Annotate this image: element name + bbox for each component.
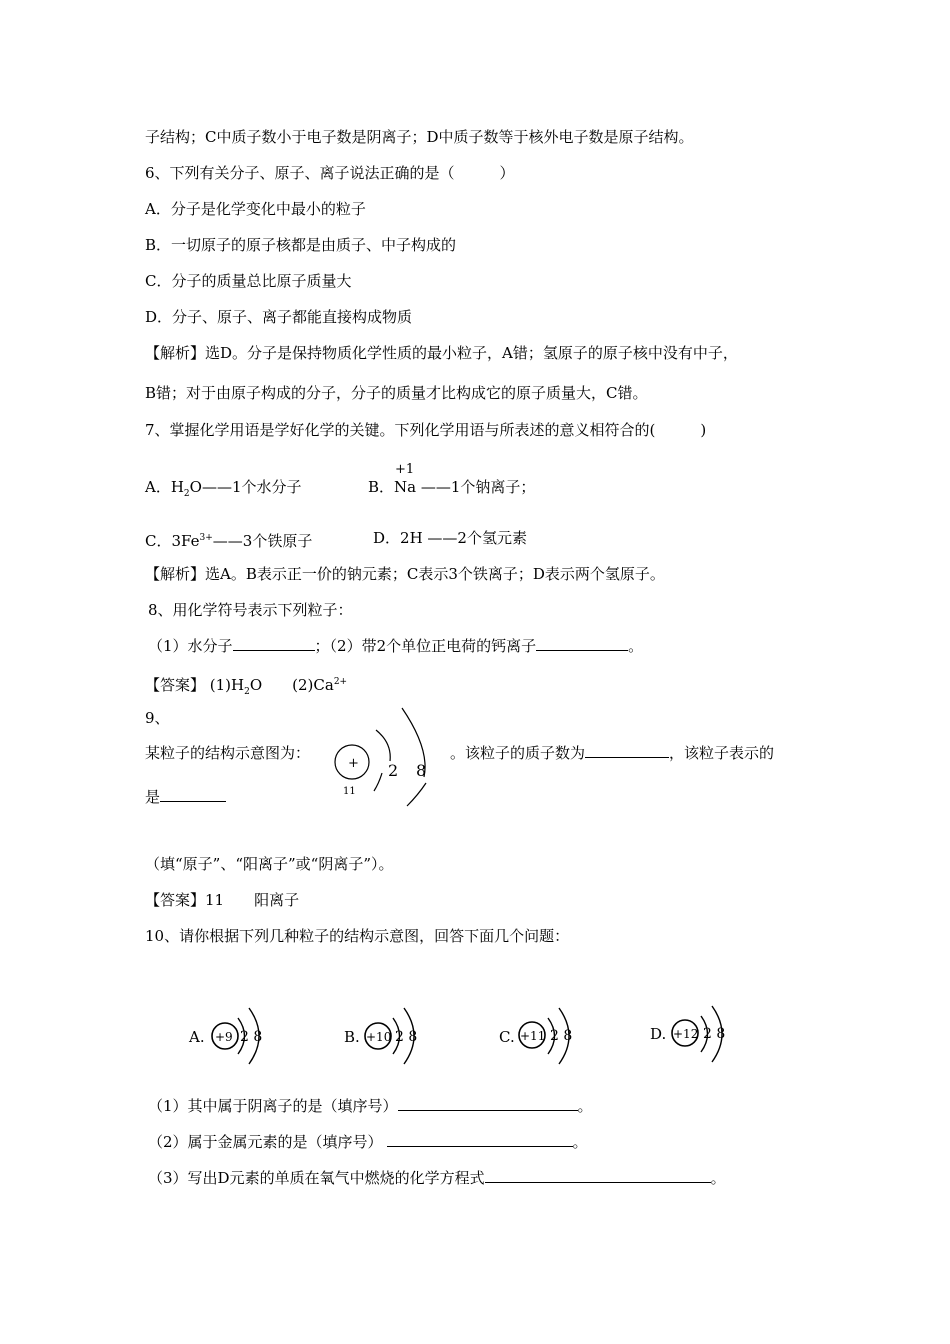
question-10-part1 — [148, 1096, 593, 1116]
period: 。 — [572, 1133, 588, 1151]
option-b: B．一切原子的原子核都是由质子、中子构成的 — [145, 236, 457, 254]
question-10-part2 — [148, 1132, 588, 1152]
q10-text: （2）属于金属元素的是（填序号） — [148, 1133, 383, 1151]
option-d: D．分子、原子、离子都能直接构成物质 — [145, 308, 413, 326]
explanation: 【解析】选A。B表示正一价的钠元素；C表示3个铁离子；D表示两个氢原子。 — [145, 565, 665, 583]
question-9-hint: （填“原子”、“阳离子”或“阴离子”）。 — [145, 855, 394, 873]
shell-electrons: 2 8 — [703, 1026, 726, 1042]
option-a: A．分子是化学变化中最小的粒子 — [145, 200, 366, 218]
ion-structure-diagram-c — [495, 990, 595, 1080]
q9-text: 。该粒子的质子数为 — [450, 744, 586, 762]
answer-text: 【答案】 (1)H — [145, 676, 245, 694]
question-9-text — [145, 787, 226, 807]
question-9-text: 某粒子的结构示意图为： — [145, 744, 311, 762]
q10-text: （1）其中属于阴离子的是（填序号） — [148, 1097, 398, 1115]
question-8: 8、用化学符号表示下列粒子： — [148, 601, 353, 619]
subscript: 2 — [183, 489, 190, 499]
option-label: C. — [499, 1028, 515, 1046]
period: 。 — [628, 637, 644, 655]
option-a — [145, 477, 302, 504]
option-b — [368, 477, 535, 497]
answer: 【答案】11 阳离子 — [145, 891, 300, 909]
option-c — [145, 528, 312, 551]
nucleus-charge: +10 — [366, 1030, 392, 1044]
shell-electrons: 2 8 — [240, 1029, 263, 1045]
nucleus-charge: +12 — [673, 1027, 699, 1041]
element-symbol: Na — [394, 478, 417, 496]
option-text: ——1个钠离子； — [416, 478, 536, 496]
option-c: C．分子的质量总比原子质量大 — [145, 272, 352, 290]
superscript: 3+ — [199, 533, 213, 543]
option-label: B. — [344, 1028, 360, 1046]
period: 。 — [577, 1097, 593, 1115]
answer-blank[interactable] — [536, 636, 628, 651]
option-d: D．2H ——2个氢元素 — [373, 529, 527, 547]
shell-electrons: 2 8 — [550, 1028, 573, 1044]
q10-text: （3）写出D元素的单质在氧气中燃烧的化学方程式 — [148, 1169, 485, 1187]
proton-number: 11 — [343, 786, 356, 797]
charge-label: +1 — [395, 462, 415, 477]
text-line: 子结构；C中质子数小于电子数是阴离子；D中质子数等于核外电子数是原子结构。 — [145, 128, 694, 146]
answer-blank[interactable] — [485, 1168, 711, 1183]
q9-text: ，该粒子表示的 — [669, 744, 775, 762]
answer-blank[interactable] — [585, 743, 669, 758]
shell-electrons: 8 — [416, 761, 427, 780]
ion-structure-diagram-b — [340, 990, 440, 1080]
question-9-text — [450, 743, 774, 763]
answer-blank[interactable] — [233, 636, 315, 651]
option-text: O——1个水分子 — [189, 478, 302, 496]
answer-blank[interactable] — [387, 1132, 573, 1147]
q8-blanks — [148, 636, 643, 656]
explanation: B错；对于由原子构成的分子，分子的质量才比构成它的原子质量大，C错。 — [145, 384, 648, 402]
answer-blank[interactable] — [160, 787, 226, 802]
answer-blank[interactable] — [398, 1096, 578, 1111]
shell-electrons: 2 — [388, 761, 399, 780]
nucleus-charge: +11 — [520, 1029, 546, 1043]
option-label: A. — [189, 1028, 205, 1046]
option-label: D. — [650, 1025, 667, 1043]
shell-electrons: 2 8 — [395, 1029, 418, 1045]
subscript: 2 — [244, 687, 250, 697]
option-text: B． — [368, 478, 395, 496]
q8-part2: ；（2）带2个单位正电荷的钙离子 — [314, 637, 537, 655]
ion-structure-diagram-d — [648, 988, 748, 1078]
nucleus-charge: +9 — [215, 1030, 233, 1044]
option-text: C．3Fe — [145, 532, 200, 550]
answer — [145, 672, 347, 702]
nucleus-sign: + — [348, 756, 359, 771]
question-9: 9、 — [145, 709, 170, 727]
q9-text: 是 — [145, 788, 161, 806]
question-7: 7、掌握化学用语是学好化学的关键。下列化学用语与所表述的意义相符合的( ) — [145, 421, 707, 439]
period: 。 — [710, 1169, 726, 1187]
superscript: 2+ — [333, 677, 348, 687]
option-text: ——3个铁原子 — [212, 532, 313, 550]
answer-text: O (2)Ca — [249, 676, 334, 694]
ion-structure-diagram-a — [185, 990, 285, 1080]
q8-part1: （1）水分子 — [148, 637, 233, 655]
question-6: 6、下列有关分子、原子、离子说法正确的是（ ） — [145, 164, 515, 182]
question-10: 10、请你根据下列几种粒子的结构示意图，回答下面几个问题： — [145, 927, 570, 945]
atom-structure-diagram — [330, 703, 440, 813]
option-text: A．H — [145, 478, 184, 496]
explanation: 【解析】选D。分子是保持物质化学性质的最小粒子，A错；氢原子的原子核中没有中子， — [145, 344, 738, 362]
question-10-part3 — [148, 1168, 726, 1188]
